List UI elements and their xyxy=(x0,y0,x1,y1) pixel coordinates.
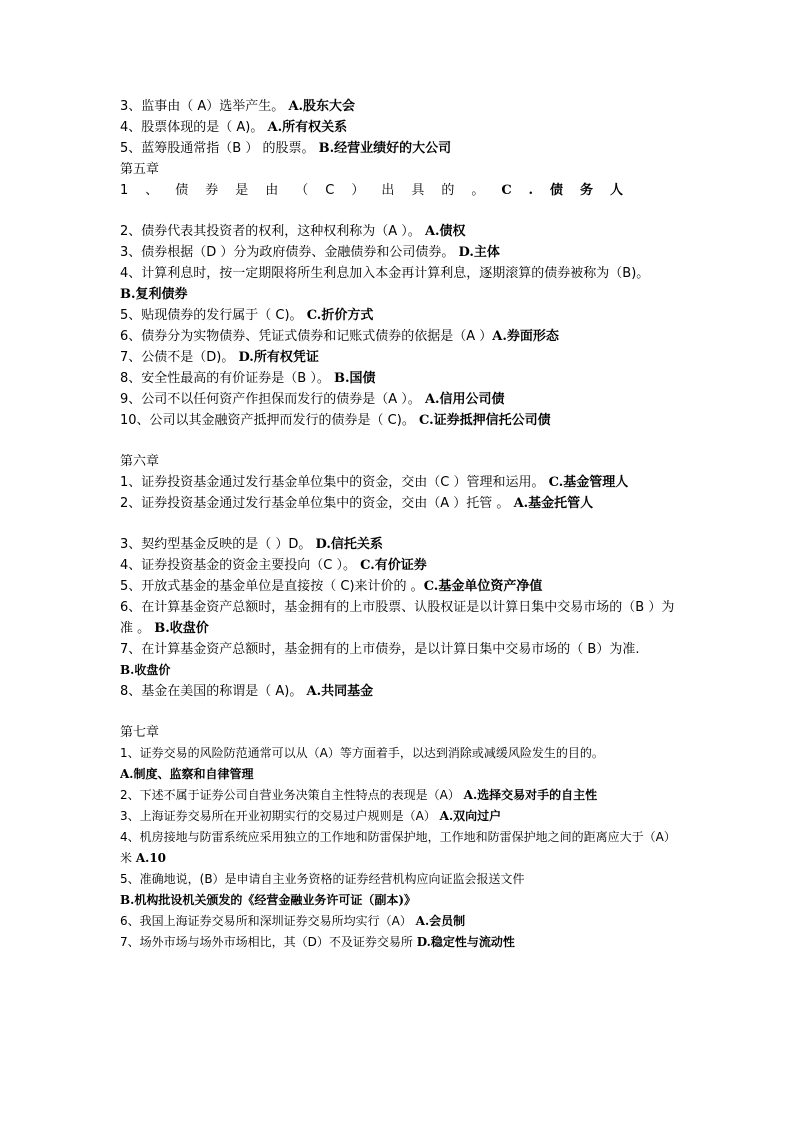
answer: A.基金托管人 xyxy=(513,496,594,511)
answer: A.10 xyxy=(135,851,167,865)
question-line: 9、公司不以任何资产作担保而发行的债券是（A ）。 A.信用公司债 xyxy=(120,392,505,407)
question-line: 6、债券分为实物债券、凭证式债券和记账式债券的依据是（A ）A.券面形态 xyxy=(120,329,559,344)
question-line: 8、基金在美国的称谓是（ A)。 A.共同基金 xyxy=(120,684,374,699)
answer: A.共同基金 xyxy=(306,684,374,699)
answer: B.收盘价 xyxy=(120,663,171,677)
question-line: 10、公司以其金融资产抵押而发行的债券是（ C)。 C.证券抵押信托公司债 xyxy=(120,413,551,428)
answer: C.证券抵押信托公司债 xyxy=(418,413,551,428)
question-line: 4、机房接地与防雷系统应采用独立的工作地和防雷保护地，工作地和防雷保护地之间的距离应大于（A）米 A.10 xyxy=(120,830,676,865)
question-line: 3、监事由（ A）选举产生。 A.股东大会 xyxy=(120,99,356,114)
answer: B.经营业绩好的大公司 xyxy=(318,141,452,156)
answer: A.双向过户 xyxy=(439,809,502,823)
answer: A.会员制 xyxy=(415,914,466,928)
chapter-heading: 第七章 xyxy=(120,725,160,740)
chapter-heading: 第六章 xyxy=(120,454,160,469)
question-line: 5、开放式基金的基金单位是直接按（ C)来计价的 。C.基金单位资产净值 xyxy=(120,579,543,594)
answer: C.基金管理人 xyxy=(548,475,629,490)
answer: A.制度、监察和自律管理 xyxy=(120,767,254,781)
answer: C.债务人 xyxy=(501,183,641,198)
question-line: 3、契约型基金反映的是（ ）D。 D.信托关系 xyxy=(120,537,383,552)
answer-line xyxy=(120,764,680,785)
question-line: 7、在计算基金资产总额时，基金拥有的上市债券，是以计算日集中交易市场的（ B）为准. xyxy=(120,642,640,657)
answer: D.主体 xyxy=(458,245,500,260)
answer: A.信用公司债 xyxy=(424,392,505,407)
question-line: 8、安全性最高的有价证券是（B ）。 B.国债 xyxy=(120,371,376,386)
answer-line xyxy=(120,284,680,305)
question-line: 4、股票体现的是（ A)。 A.所有权关系 xyxy=(120,120,348,135)
answer: B.收盘价 xyxy=(154,621,209,636)
question-line: 1、证券投资基金通过发行基金单位集中的资金，交由（C ）管理和运用。 C.基金管理人 xyxy=(120,475,629,490)
answer: C.折价方式 xyxy=(306,308,374,323)
question-line: 2、证券投资基金通过发行基金单位集中的资金，交由（A ）托管 。 A.基金托管人 xyxy=(120,496,594,511)
answer: A.券面形态 xyxy=(492,329,559,344)
answer: D.稳定性与流动性 xyxy=(416,935,515,949)
question-line: 7、场外市场与场外市场相比，其（D）不及证券交易所 D.稳定性与流动性 xyxy=(120,935,515,949)
question-line: 6、我国上海证券交易所和深圳证券交易所均实行（A） A.会员制 xyxy=(120,914,466,928)
answer: C.基金单位资产净值 xyxy=(423,579,543,594)
question-line: 1、证券交易的风险防范通常可以从（A）等方面着手，以达到消除或减缓风险发生的目的。 xyxy=(120,746,604,760)
answer: A.股东大会 xyxy=(288,99,356,114)
question-line: 2、下述不属于证券公司自营业务决策自主性特点的表现是（A） A.选择交易对手的自主性 xyxy=(120,788,598,802)
answer: A.所有权关系 xyxy=(267,120,348,135)
chapter-heading: 第五章 xyxy=(120,162,160,177)
question-line: 4、证券投资基金的资金主要投向（C ）。 C.有价证券 xyxy=(120,558,427,573)
answer: D.所有权凭证 xyxy=(238,350,319,365)
answer: D.信托关系 xyxy=(315,537,383,552)
question-line: 5、贴现债券的发行属于（ C)。 C.折价方式 xyxy=(120,308,374,323)
answer: B.机构批设机关颁发的《经营金融业务许可证（副本)》 xyxy=(120,893,417,907)
answer-line xyxy=(120,890,680,911)
question-line: 3、上海证券交易所在开业初期实行的交易过户规则是（A） A.双向过户 xyxy=(120,809,502,823)
answer: A.选择交易对手的自主性 xyxy=(463,788,598,802)
question-line: 2、债券代表其投资者的权利，这种权利称为（A ）。 A.债权 xyxy=(120,224,466,239)
answer: B.复利债券 xyxy=(120,287,188,302)
document-page xyxy=(120,96,680,953)
question-line: 7、公债不是（D)。 D.所有权凭证 xyxy=(120,350,319,365)
answer: A.债权 xyxy=(424,224,466,239)
question-line: 5、蓝筹股通常指（B ） 的股票。 B.经营业绩好的大公司 xyxy=(120,141,452,156)
question-line: 3、债券根据（D ）分为政府债券、金融债券和公司债券。 D.主体 xyxy=(120,245,500,260)
answer: C.有价证券 xyxy=(360,558,427,573)
question-line: 1、债券是由（C）出具的。C.债务人 xyxy=(120,183,641,198)
answer: B.国债 xyxy=(333,371,376,386)
question-line: 5、准确地说，(B）是申请自主业务资格的证券经营机构应向证监会报送文件 xyxy=(120,872,525,886)
answer-line xyxy=(120,660,680,681)
question-line: 4、计算利息时，按一定期限将所生利息加入本金再计算利息，逐期滚算的债券被称为（B)。 xyxy=(120,266,650,281)
question-line: 6、在计算基金资产总额时，基金拥有的上市股票、认股权证是以计算日集中交易市场的（B ）为准 。 B.收盘价 xyxy=(120,600,675,636)
